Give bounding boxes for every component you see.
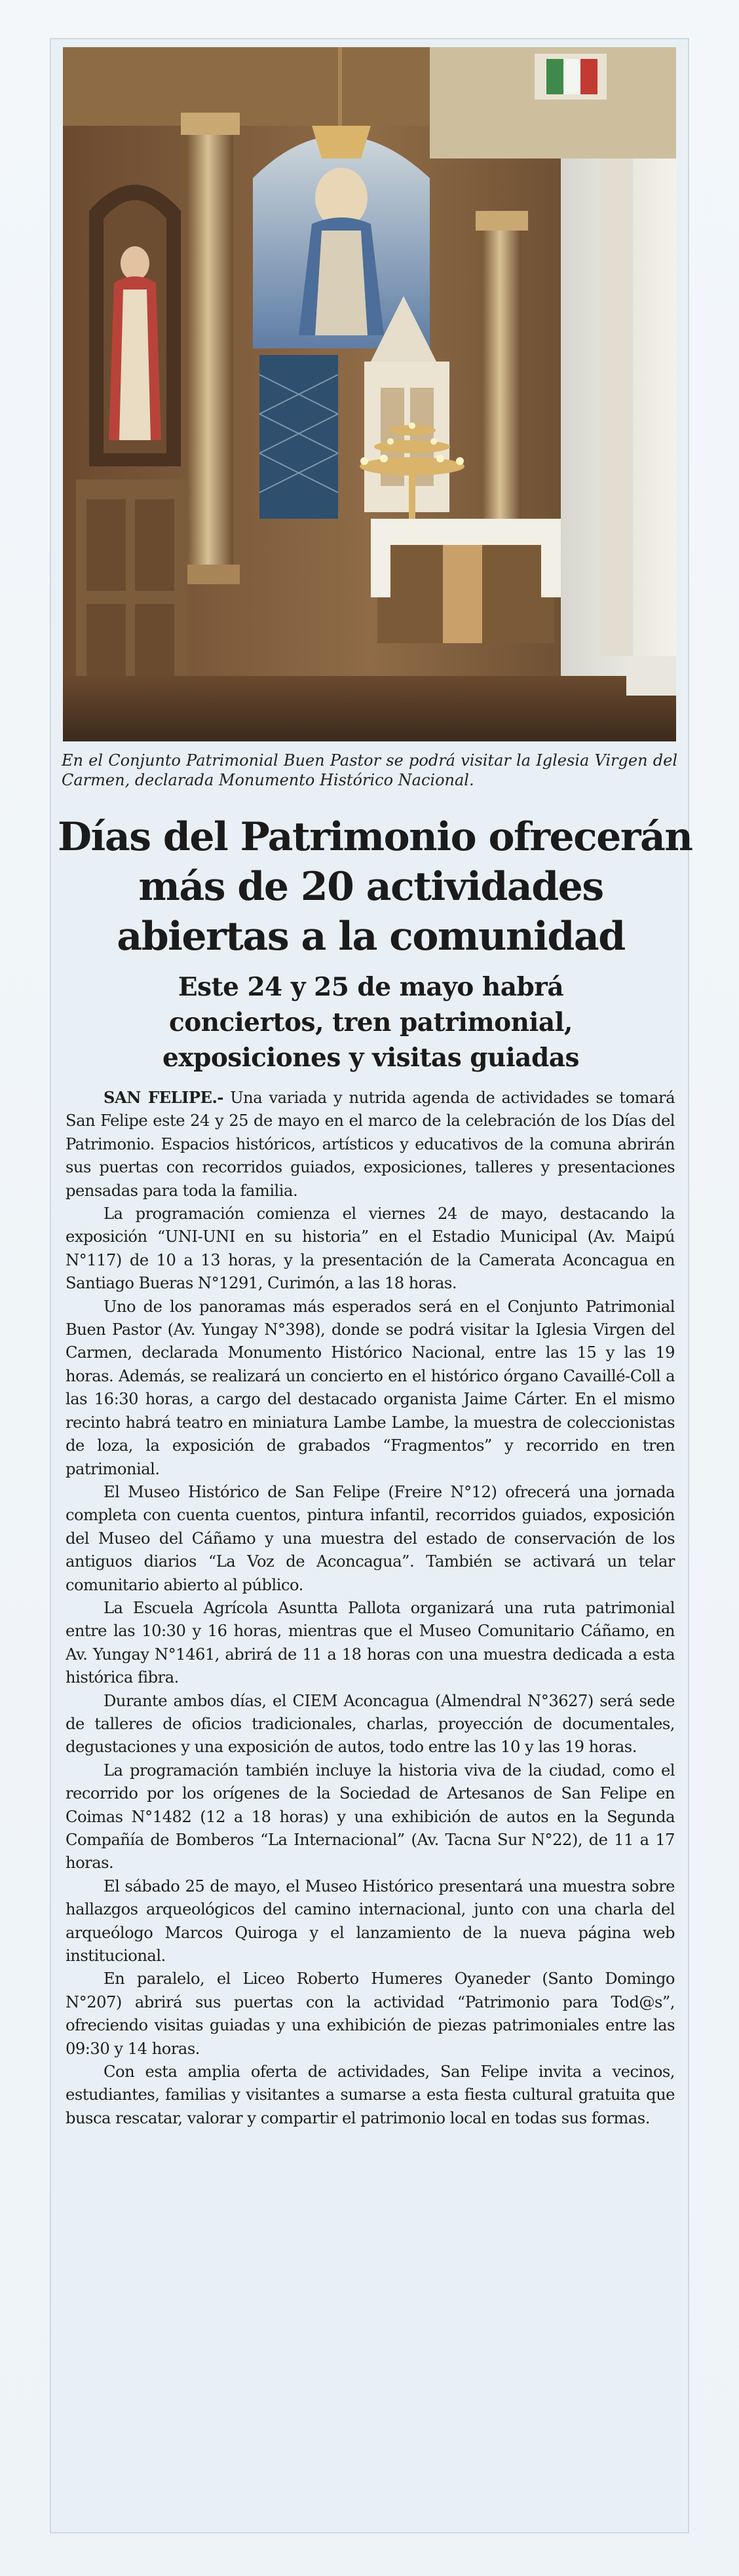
dateline: SAN FELIPE.- [104, 1088, 223, 1107]
church-interior-illustration [63, 47, 676, 741]
paragraph-1-text: Una variada y nutrida agenda de actividades se tomará San Felipe este 24 y 25 de mayo en el marco de la celebración de los Días del Patrimonio. Espacios históricos, artísticos y educativos de la comuna abrirán sus puertas con recorridos guiados, exposiciones, talleres y presentaciones pensadas para toda la familia. [66, 1089, 675, 1200]
headline-line-2: más de 20 actividades [138, 864, 603, 910]
paragraph-5: La Escuela Agrícola Asuntta Pallota organizará una ruta patrimonial entre las 10:30 y 16 horas, mientras que el Museo Comunitario Cáñamo, en Av. Yungay N°1461, abrirá de 11 a 18 horas con una muestra dedicada a esta histórica fibra. [66, 1598, 675, 1687]
subheadline-line-3: exposiciones y visitas guiadas [162, 1043, 579, 1073]
headline-line-1: Días del Patrimonio ofrecerán [58, 814, 692, 860]
photo-caption: En el Conjunto Patrimonial Buen Pastor se podrá visitar la Iglesia Virgen del Carmen, declarada Monumento Histórico Nacional. [62, 751, 677, 789]
subheadline-line-2: conciertos, tren patrimonial, [168, 1007, 573, 1037]
paragraph-2: La programación comienza el viernes 24 de mayo, destacando la exposición “UNI-UNI en su historia” en el Estadio Municipal (Av. Maipú N°117) de 10 a 13 horas, y la presentación de la Camerata Aconcagua en Santiago Bueras N°1291, Curimón, a las 18 horas. [66, 1204, 675, 1293]
paragraph-8: El sábado 25 de mayo, el Museo Histórico presentará una muestra sobre hallazgos arqueológicos del camino internacional, junto con una charla del arqueólogo Marcos Quiroga y el lanzamiento de la nueva página web institucional. [66, 1876, 675, 1966]
paragraph-1 [66, 1086, 675, 1203]
headline-line-3: abiertas a la comunidad [117, 914, 625, 960]
subheadline [58, 969, 684, 1075]
article-box [50, 38, 692, 2533]
church-altar-photo [63, 47, 676, 741]
paragraph-10: Con esta amplia oferta de actividades, San Felipe invita a vecinos, estudiantes, familias y visitantes a sumarse a esta fiesta cultural gratuita que busca rescatar, valorar y compartir el patrimonio local en todas sus formas. [66, 2063, 675, 2127]
paragraph-6: Durante ambos días, el CIEM Aconcagua (Almendral N°3627) será sede de talleres de oficios tradicionales, charlas, proyección de documentales, degustaciones y una exposición de autos, todo entre las 10 y las 19 horas. [66, 1691, 675, 1757]
paragraph-3: Uno de los panoramas más esperados será en el Conjunto Patrimonial Buen Pastor (Av. Yungay N°398), donde se podrá visitar la Iglesia Virgen del Carmen, declarada Monumento Histórico Nacional, entre las 15 y las 19 horas. Además, se realizará un concierto en el histórico órgano Cavaillé-Coll a las 16:30 horas, a cargo del destacado organista Jaime Cárter. En el mismo recinto habrá teatro en miniatura Lambe Lambe, la muestra de coleccionistas de loza, la exposición de grabados “Fragmentos” y recorrido en tren patrimonial. [66, 1297, 675, 1478]
paragraph-4: El Museo Histórico de San Felipe (Freire N°12) ofrecerá una jornada completa con cuenta cuentos, pintura infantil, recorridos guiados, exposición del Museo del Cáñamo y una muestra del estado de conservación de los antiguos diarios “La Voz de Aconcagua”. También se activará un telar comunitario abierto al público. [66, 1482, 675, 1594]
paragraph-7: La programación también incluye la historia viva de la ciudad, como el recorrido por los orígenes de la Sociedad de Artesanos de San Felipe en Coimas N°1482 (12 a 18 horas) y una exhibición de autos en la Segunda Compañía de Bomberos “La Internacional” (Av. Tacna Sur N°22), de 11 a 17 horas. [66, 1761, 675, 1873]
article-body [66, 1086, 675, 2130]
subheadline-line-1: Este 24 y 25 de mayo habrá [178, 972, 564, 1002]
paragraph-9: En paralelo, el Liceo Roberto Humeres Oyaneder (Santo Domingo N°207) abrirá sus puertas con la actividad “Patrimonio para Tod@s”, ofreciendo visitas guiadas y una exhibición de piezas patrimoniales entre las 09:30 y 14 horas. [66, 1969, 675, 2058]
headline [58, 812, 692, 961]
